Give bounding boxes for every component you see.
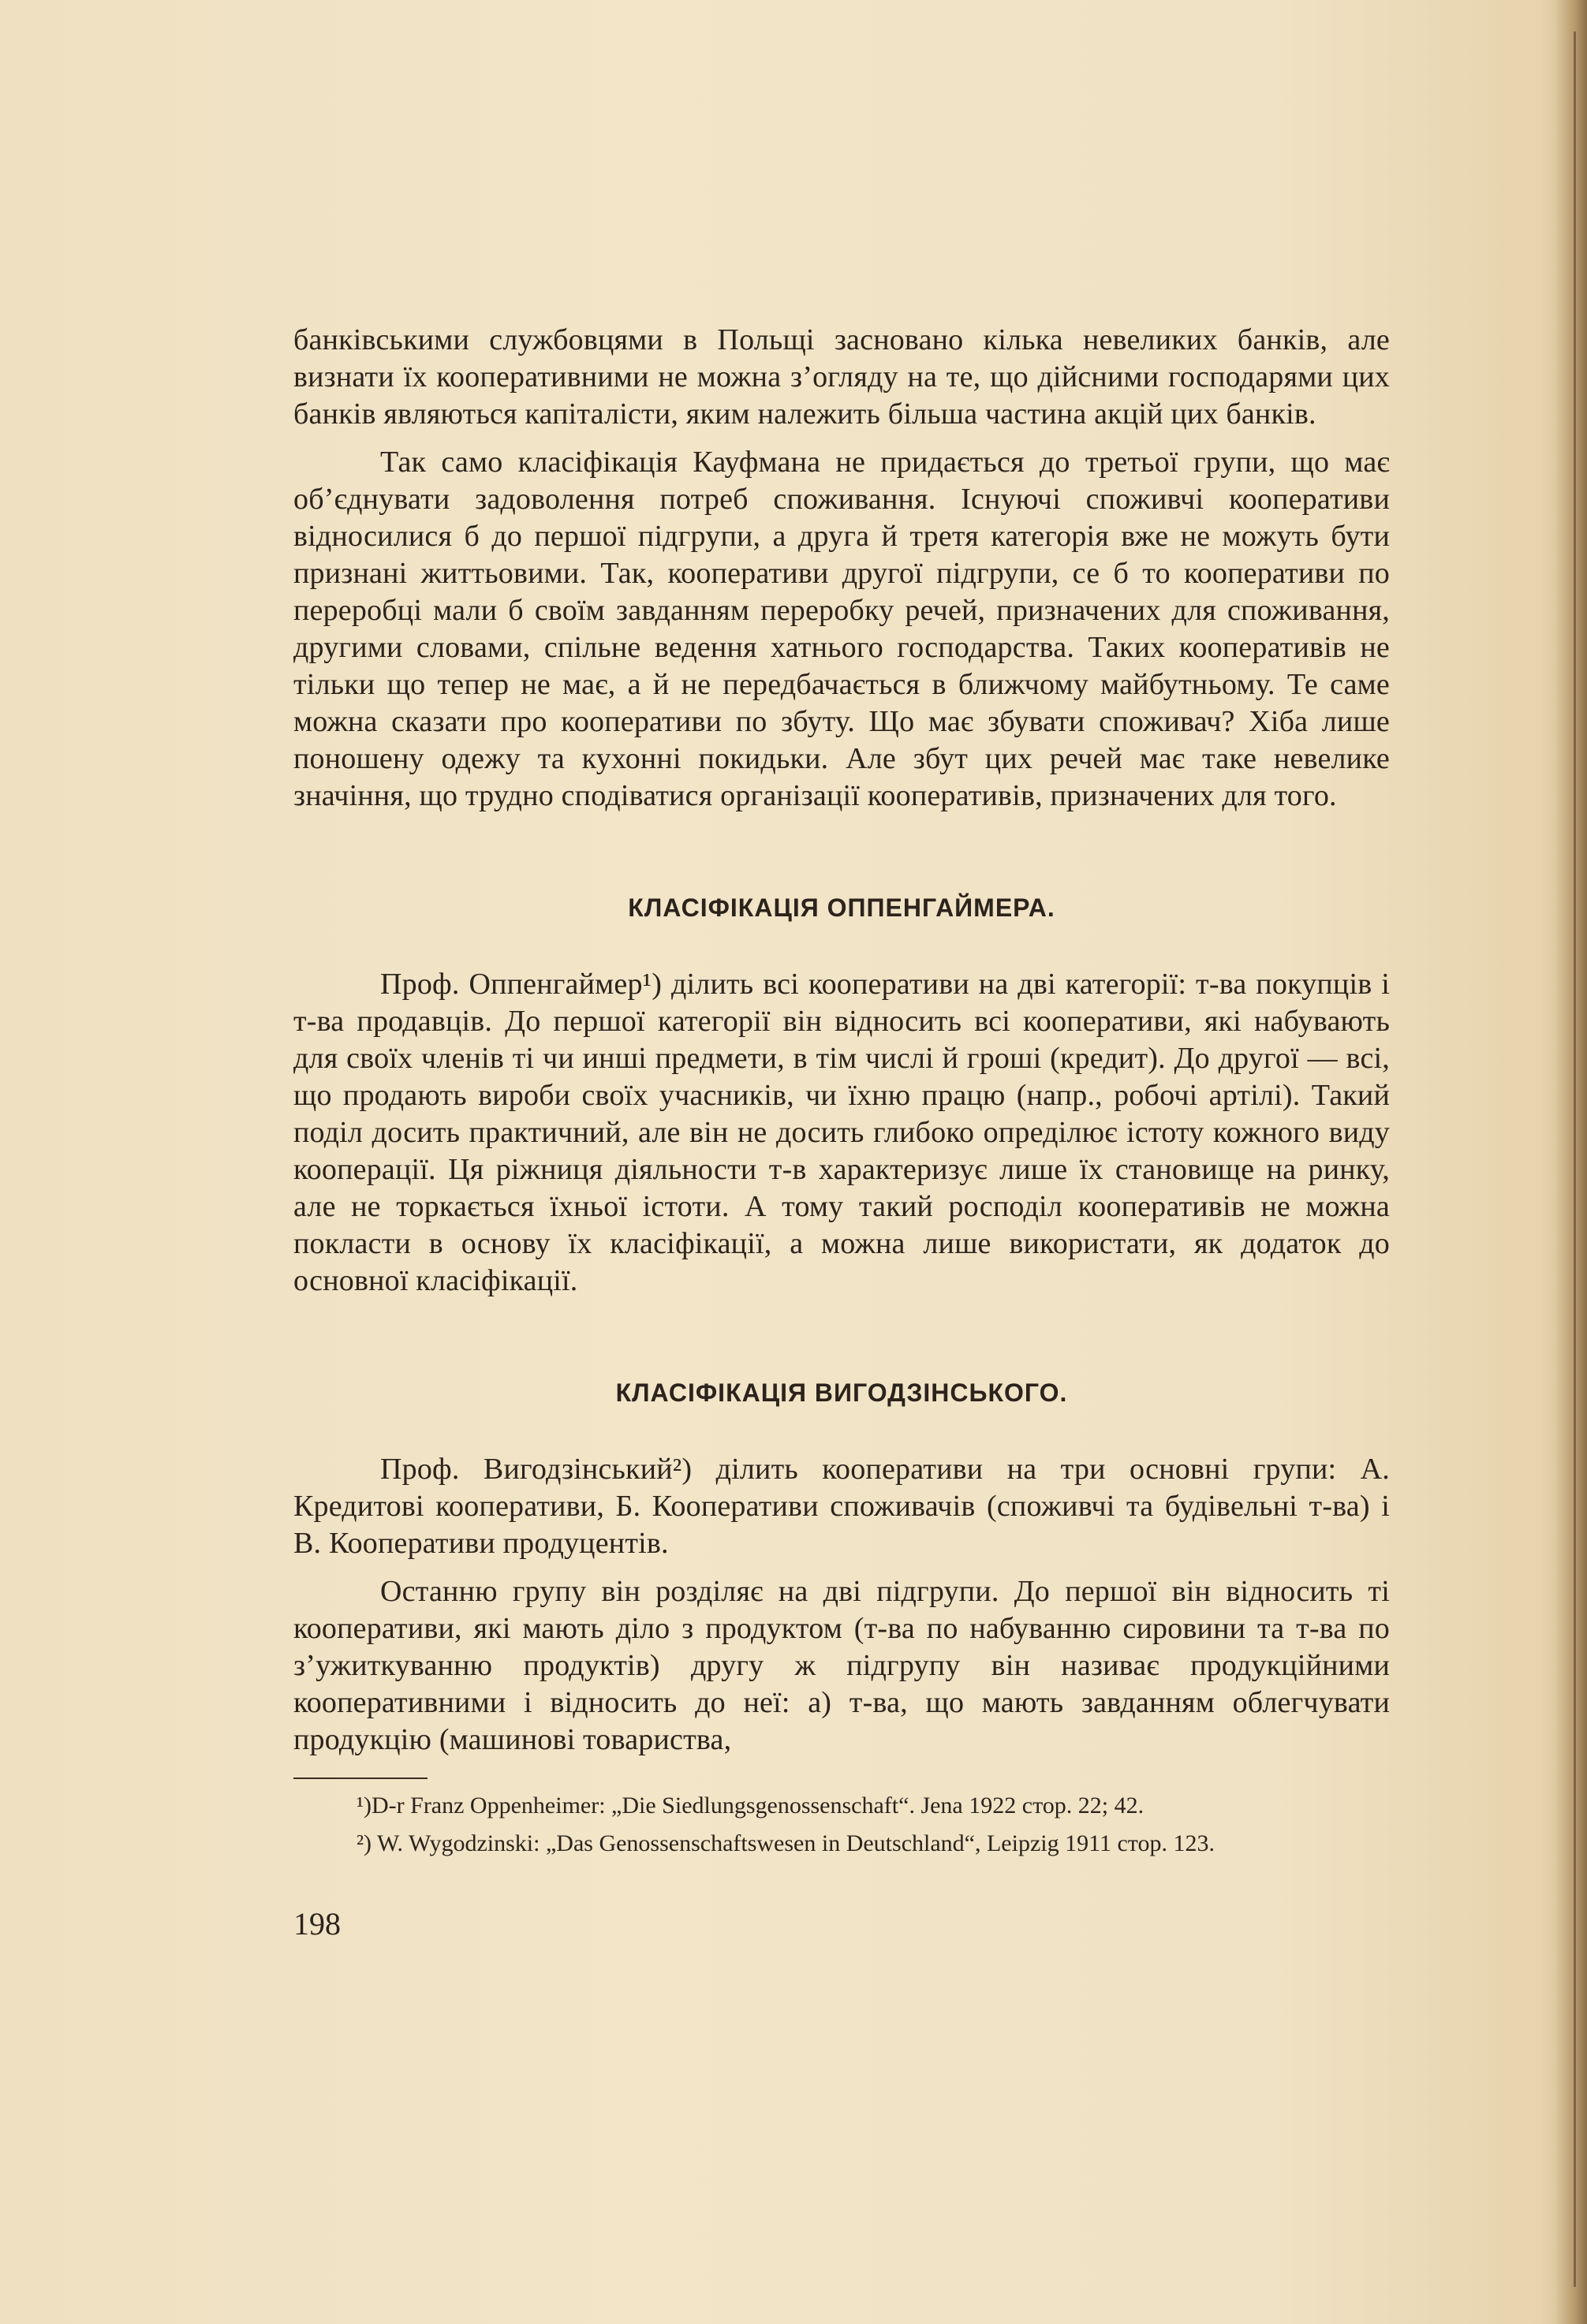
paragraph-kaufmann-classification: Так само класіфікація Кауфмана не придається до третьої групи, що має об’єднувати задоволення потреб споживання. Існуючі споживчі кооперативи відносилися б до першої підгрупи, а друга й третя категорія вже не можуть бути признані життьовими. Так, кооперативи другої підгрупи, се б то кооперативи по переробці мали б своїм завданням переробку речей, призначених для споживання, другими словами, спільне ведення хатнього господарства. Таких кооперативів не тільки що тепер не має, а й не передбачається в ближчому майбутньому. Те саме можна сказати про кооперативи по збуту. Що має збувати споживач? Хіба лише поношену одежу та кухонні покидьки. Але збут цих речей має таке невелике значіння, що трудно сподіватися організації кооперативів, призначених для того. [293,446,1390,812]
footnote-divider [293,1778,428,1779]
page-content [293,322,1390,1942]
paragraph-continuation: банківськими службовцями в Польщі засновано кілька невеликих банків, але визнати їх кооперативними не можна з’огляду на те, що дійсними господарями цих банків являються капіталісти, яким належить більша частина акцій цих банків. [293,323,1390,431]
paragraph-wygodzinski-subgroups: Останню групу він розділяє на дві підгрупи. До першої він відносить ті кооперативи, які мають діло з продуктом (т-ва по набуванню сировини та т-ва по з’ужиткуванню продуктів) другу ж підгрупу він називає продукційними кооперативними і відносить до неї: а) т-ва, що мають завданням облегчувати продукцію (машинові товариства, [293,1575,1390,1756]
book-spine-edge [1557,0,1587,2324]
footnote-1: ¹)D-r Franz Oppenheimer: „Die Siedlungsgenossenschaft“. Jena 1922 стор. 22; 42. [357,1792,1145,1819]
page-number: 198 [293,1906,341,1942]
spine-shadow-line [1574,32,1576,2287]
paragraph-wygodzinski-groups: Проф. Вигодзінський²) ділить кооперативи на три основні групи: А. Кредитові кооперативи, Б. Кооперативи споживачів (споживчі та будівельні т-ва) і В. Кооперативи продуцентів. [293,1453,1390,1560]
heading-oppenheimer: КЛАСІФІКАЦІЯ ОППЕНГАЙМЕРА. [628,893,1055,922]
footnote-2: ²) W. Wygodzinski: „Das Genossenschaftswesen in Deutschland“, Leipzig 1911 стор. 123. [357,1830,1215,1856]
paragraph-oppenheimer: Проф. Оппенгаймер¹) ділить всі кооперативи на дві категорії: т-ва покупців і т-ва продавців. До першої категорії він відносить всі кооперативи, які набувають для своїх членів ті чи инші предмети, в тім числі й гроші (кредит). До другої — всі, що продають вироби своїх учасників, чи їхню працю (напр., робочі артілі). Такий поділ досить практичний, але він не досить глибоко опреділює істоту кожного виду кооперації. Ця ріжниця діяльности т-в характеризує лише їх становище на ринку, але не торкається їхньої істоти. А тому такий росподіл кооперативів не можна покласти в основу їх класіфікації, а можна лише використати, як додаток до основної класіфікації. [293,968,1390,1297]
heading-wygodzinski: КЛАСІФІКАЦІЯ ВИГОДЗІНСЬКОГО. [615,1378,1068,1407]
